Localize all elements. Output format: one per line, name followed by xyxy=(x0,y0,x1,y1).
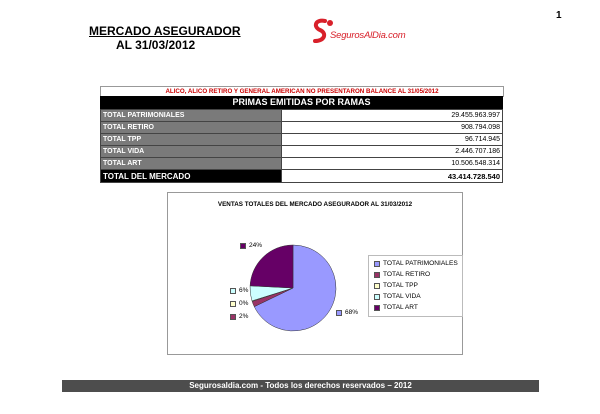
legend-swatch xyxy=(374,294,380,300)
report-date: AL 31/03/2012 xyxy=(116,38,196,52)
pie-chart-panel xyxy=(167,192,463,355)
row-value: 908.794.098 xyxy=(282,122,503,134)
pie-label-swatch xyxy=(230,314,236,320)
chart-legend xyxy=(368,255,463,317)
row-label: TOTAL TPP xyxy=(101,134,282,146)
row-value: 2.446.707.186 xyxy=(282,146,503,158)
legend-swatch xyxy=(374,272,380,278)
total-row xyxy=(101,170,503,183)
row-label: TOTAL VIDA xyxy=(101,146,282,158)
legend-item xyxy=(374,282,418,289)
pie-label-text: 2% xyxy=(239,313,249,320)
legend-label: TOTAL VIDA xyxy=(383,293,421,300)
chart-title: VENTAS TOTALES DEL MERCADO ASEGURADOR AL 31/03/2012 xyxy=(217,201,413,208)
row-value: 10.506.548.314 xyxy=(282,158,503,170)
legend-label: TOTAL ART xyxy=(383,304,418,311)
table-row xyxy=(101,122,503,134)
legend-item xyxy=(374,260,458,267)
legend-item xyxy=(374,293,421,300)
table-heading: PRIMAS EMITIDAS POR RAMAS xyxy=(100,96,503,109)
pie-label-swatch xyxy=(230,301,236,307)
row-label: TOTAL PATRIMONIALES xyxy=(101,110,282,122)
legend-swatch xyxy=(374,305,380,311)
legend-swatch xyxy=(374,283,380,289)
table-row xyxy=(101,110,503,122)
total-label: TOTAL DEL MERCADO xyxy=(101,170,282,183)
pie-percent-label xyxy=(230,300,248,307)
legend-swatch xyxy=(374,261,380,267)
pie-label-text: 6% xyxy=(239,287,249,294)
pie-chart xyxy=(168,193,368,354)
pie-slice xyxy=(250,245,293,288)
row-value: 29.455.963.997 xyxy=(282,110,503,122)
pie-label-swatch xyxy=(336,310,342,316)
table-row xyxy=(101,134,503,146)
pie-percent-label xyxy=(230,287,248,294)
notice-banner: ALICO, ALICO RETIRO Y GENERAL AMERICAN NO PRESENTARON BALANCE AL 31/05/2012 xyxy=(100,86,504,97)
row-value: 96.714.945 xyxy=(282,134,503,146)
pie-label-text: 0% xyxy=(239,300,249,307)
pie-percent-label xyxy=(230,313,248,320)
table-row xyxy=(101,158,503,170)
legend-label: TOTAL RETIRO xyxy=(383,271,431,278)
pie-label-swatch xyxy=(240,243,246,249)
table-row xyxy=(101,146,503,158)
row-label: TOTAL RETIRO xyxy=(101,122,282,134)
legend-item xyxy=(374,304,418,311)
legend-item xyxy=(374,271,430,278)
premiums-table xyxy=(100,109,503,183)
footer-copyright: Segurosaldia.com - Todos los derechos reservados – 2012 xyxy=(62,380,539,392)
logo-text: SegurosAlDia.com xyxy=(330,30,406,41)
pie-label-swatch xyxy=(230,288,236,294)
pie-label-text: 24% xyxy=(249,242,263,249)
report-title: MERCADO ASEGURADOR xyxy=(89,24,241,38)
pie-label-text: 68% xyxy=(345,309,359,316)
legend-label: TOTAL TPP xyxy=(383,282,418,289)
page-number: 1 xyxy=(556,10,562,21)
row-label: TOTAL ART xyxy=(101,158,282,170)
legend-label: TOTAL PATRIMONIALES xyxy=(383,260,458,267)
total-value: 43.414.728.540 xyxy=(282,170,503,183)
pie-percent-label xyxy=(336,309,358,316)
pie-percent-label xyxy=(240,242,262,249)
